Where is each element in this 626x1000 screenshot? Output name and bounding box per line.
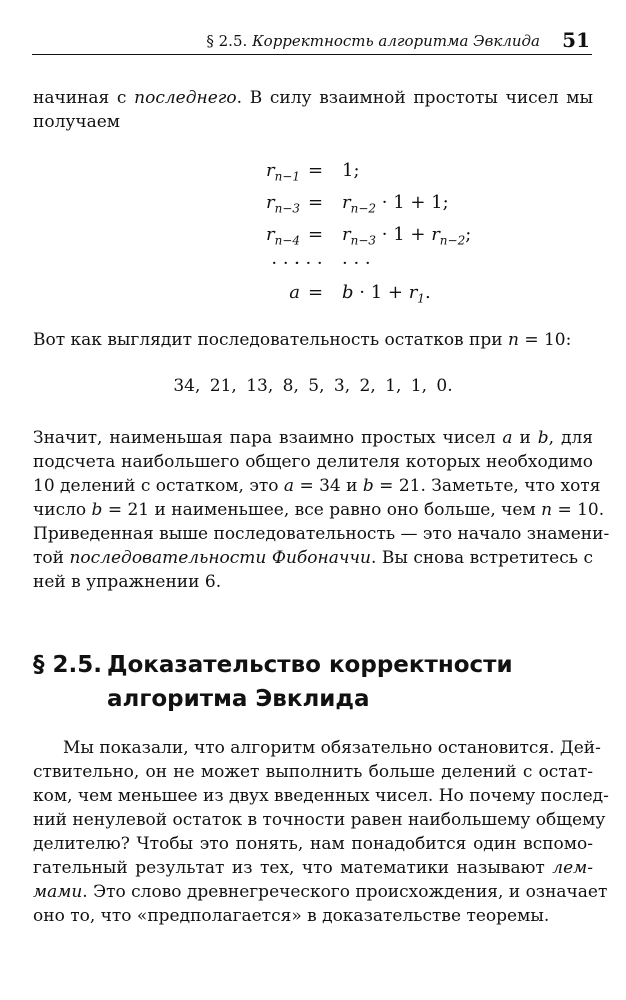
header-title: Корректность алгоритма Эвклида (252, 32, 540, 50)
emphasis-lemmas: лем- (552, 858, 593, 878)
equation-row: $r_{n-3}$ = $r_{n-2} \cdot 1 + 1$; (265, 192, 449, 216)
paragraph-fibonacci: Значит, наименьшая пара взаимно простых чисел a и b, для подсчета наибольшего общего делителя которых необходимо 10 делений с остатком, это a = 34 и b = 21. Заметьте, что хотя число b = 21 и наименьшее, все равно оно больше, чем n = 10. Приведенная выше последовательность — это начало знамени- той последовательности Фибоначчи. Вы снова встретитесь с ней в упражнении 6. (33, 428, 610, 592)
section-title-line2: алгоритма Эвклида (107, 686, 370, 712)
header-section-number: § 2.5. (206, 32, 248, 50)
paragraph-section-body: Мы показали, что алгоритм обязательно остановится. Дей- ствительно, он не может выполнить больше делений с остат- ком, чем меньшее из двух введенных чисел. Но почему послед- ний ненулевой остаток в точности равен наибольшему общему делителю? Чтобы это понять, нам понадобится один вспомо- гательный результат из тех, что математики называют лем- мами. Это слово древнегреческого происхождения, и означает оно то, что «предполагается» в доказательстве теоремы. (33, 738, 609, 926)
paragraph-sequence-intro: Вот как выглядит последовательность остатков при n = 10: (33, 330, 572, 350)
emphasis-fibonacci: последовательности Фибоначчи (69, 548, 371, 568)
section-heading (33, 648, 513, 716)
running-header (32, 24, 592, 55)
paragraph-intro: начиная с последнего. В силу взаимной простоты чисел мы получаем (33, 88, 593, 132)
equation-row: a = $b \cdot 1 + r_1$. (289, 282, 431, 306)
page-number: 51 (562, 28, 590, 52)
section-title-line1: Доказательство корректности (107, 652, 513, 678)
equation-ellipsis-row: · · · · · · · · · (271, 253, 371, 274)
equation-row: $r_{n-1}$ = 1; (265, 160, 360, 184)
equation-row: $r_{n-4}$ = $r_{n-3} \cdot 1 + r_{n-2}$; (265, 224, 472, 248)
emphasis-last: последнего (134, 88, 237, 108)
section-number: § 2.5. (33, 652, 102, 678)
remainder-sequence: 34, 21, 13, 8, 5, 3, 2, 1, 1, 0. (173, 376, 453, 396)
